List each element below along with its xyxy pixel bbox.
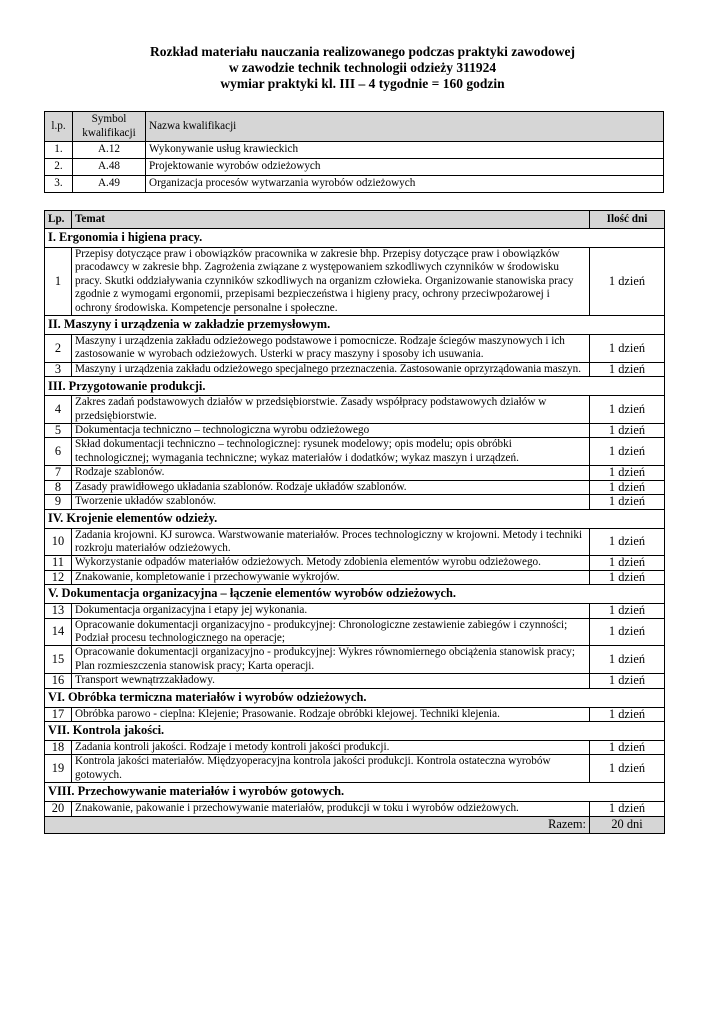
topic-days: 1 dzień	[590, 362, 665, 376]
topic-days: 1 dzień	[590, 570, 665, 584]
topic-days: 1 dzień	[590, 495, 665, 509]
qualification-lp: 3.	[45, 176, 73, 193]
topic-number: 18	[45, 740, 72, 754]
topic-days: 1 dzień	[590, 740, 665, 754]
header-symbol: Symbol kwalifikacji	[73, 112, 146, 142]
topic-number: 12	[45, 570, 72, 584]
section-row	[45, 783, 665, 802]
topic-number: 10	[45, 528, 72, 556]
topic-number: 5	[45, 424, 72, 438]
topic-days: 1 dzień	[590, 248, 665, 316]
topic-text: Skład dokumentacji techniczno – technologicznej: rysunek modelowy; opis modelu; opis obróbki technologicznej; wymagania techniczne; wykaz materiałów i dodatków; wykaz maszyn i urządzeń.	[72, 438, 590, 466]
total-value: 20 dni	[590, 816, 665, 833]
topic-number: 19	[45, 755, 72, 783]
topic-number: 6	[45, 438, 72, 466]
header-topic: Temat	[72, 211, 590, 229]
title-line-2: w zawodzie technik technologii odzieży 311924	[228, 60, 497, 75]
section-title: I. Ergonomia i higiena pracy.	[45, 229, 665, 248]
topic-days: 1 dzień	[590, 707, 665, 721]
topic-text: Maszyny i urządzenia zakładu odzieżowego podstawowe i pomocnicze. Rodzaje ściegów maszynowych i ich zastosowanie w wyrobach odzieżowych. Usterki w pracy maszyny i sposoby ich usuwania.	[72, 335, 590, 363]
topic-number: 9	[45, 495, 72, 509]
topic-row	[45, 755, 665, 783]
header-lp: l.p.	[45, 112, 73, 142]
topic-number: 2	[45, 335, 72, 363]
topic-text: Przepisy dotyczące praw i obowiązków pracownika w zakresie bhp. Przepisy dotyczące praw i obowiązków pracodawcy w zakresie bhp. Zagrożenia związane z występowaniem szkodliwych czynników w środowisku pracy. Skutki oddziaływania czynników szkodliwych na organizm człowieka. Organizowanie stanowiska pracy zgodnie z wymogami ergonomii, przepisami bezpieczeństwa i higieny pracy, ochrony przeciwpożarowej i ochrony środowiska. Kompetencje personalne i społeczne.	[72, 248, 590, 316]
topic-days: 1 dzień	[590, 604, 665, 618]
topic-days: 1 dzień	[590, 674, 665, 688]
topics-table	[44, 210, 665, 834]
section-title: IV. Krojenie elementów odzieży.	[45, 509, 665, 528]
topic-number: 1	[45, 248, 72, 316]
topic-text: Znakowanie, kompletowanie i przechowywanie wykrojów.	[72, 570, 590, 584]
section-title: VIII. Przechowywanie materiałów i wyrobów gotowych.	[45, 783, 665, 802]
section-row	[45, 316, 665, 335]
section-title: III. Przygotowanie produkcji.	[45, 377, 665, 396]
topic-text: Opracowanie dokumentacji organizacyjno - produkcyjnej: Wykres równomiernego obciążenia stanowisk pracy; Plan rozmieszczenia stanowisk pracy; Karta operacji.	[72, 646, 590, 674]
topic-row	[45, 335, 665, 363]
section-row	[45, 229, 665, 248]
qualification-row	[45, 159, 664, 176]
qualification-symbol: A.48	[73, 159, 146, 176]
topic-text: Zasady prawidłowego układania szablonów. Rodzaje układów szablonów.	[72, 480, 590, 494]
topic-text: Dokumentacja techniczno – technologiczna wyrobu odzieżowego	[72, 424, 590, 438]
topic-days: 1 dzień	[590, 618, 665, 646]
section-row	[45, 688, 665, 707]
section-title: II. Maszyny i urządzenia w zakładzie przemysłowym.	[45, 316, 665, 335]
topic-text: Wykorzystanie odpadów materiałów odzieżowych. Metody zdobienia elementów wyrobu odzieżowego.	[72, 556, 590, 570]
topic-text: Znakowanie, pakowanie i przechowywanie materiałów, produkcji w toku i wyrobów odzieżowych.	[72, 802, 590, 816]
section-title: VI. Obróbka termiczna materiałów i wyrobów odzieżowych.	[45, 688, 665, 707]
topic-row	[45, 646, 665, 674]
topic-row	[45, 740, 665, 754]
topic-number: 4	[45, 396, 72, 424]
topic-days: 1 dzień	[590, 466, 665, 480]
topic-number: 17	[45, 707, 72, 721]
qualification-name: Wykonywanie usług krawieckich	[146, 142, 664, 159]
topic-text: Maszyny i urządzenia zakładu odzieżowego specjalnego przeznaczenia. Zastosowanie oprzyrządowania maszyn.	[72, 362, 590, 376]
title-line-1: Rozkład materiału nauczania realizowanego podczas praktyki zawodowej	[150, 44, 575, 59]
document-title	[0, 44, 725, 92]
title-line-3: wymiar praktyki kl. III – 4 tygodnie = 160 godzin	[220, 76, 505, 91]
topic-row	[45, 438, 665, 466]
section-row	[45, 377, 665, 396]
topics-header-row	[45, 211, 665, 229]
qualification-lp: 2.	[45, 159, 73, 176]
header-days: Ilość dni	[590, 211, 665, 229]
topic-number: 11	[45, 556, 72, 570]
topic-row	[45, 556, 665, 570]
topic-days: 1 dzień	[590, 480, 665, 494]
topic-row	[45, 570, 665, 584]
qualification-name: Projektowanie wyrobów odzieżowych	[146, 159, 664, 176]
topic-text: Tworzenie układów szablonów.	[72, 495, 590, 509]
total-label: Razem:	[45, 816, 590, 833]
topic-days: 1 dzień	[590, 438, 665, 466]
topic-text: Transport wewnątrzzakładowy.	[72, 674, 590, 688]
topic-text: Zadania kontroli jakości. Rodzaje i metody kontroli jakości produkcji.	[72, 740, 590, 754]
section-title: VII. Kontrola jakości.	[45, 721, 665, 740]
topic-days: 1 dzień	[590, 802, 665, 816]
topic-row	[45, 480, 665, 494]
qualification-lp: 1.	[45, 142, 73, 159]
topic-row	[45, 424, 665, 438]
topic-days: 1 dzień	[590, 646, 665, 674]
qualifications-table	[44, 111, 664, 193]
header-lp: Lp.	[45, 211, 72, 229]
section-title: V. Dokumentacja organizacyjna – łączenie elementów wyrobów odzieżowych.	[45, 585, 665, 604]
topic-number: 20	[45, 802, 72, 816]
topic-text: Zakres zadań podstawowych działów w przedsiębiorstwie. Zasady współpracy podstawowych działów w przedsiębiorstwie.	[72, 396, 590, 424]
topic-days: 1 dzień	[590, 335, 665, 363]
topic-row	[45, 466, 665, 480]
topic-days: 1 dzień	[590, 755, 665, 783]
header-name: Nazwa kwalifikacji	[146, 112, 664, 142]
topic-row	[45, 495, 665, 509]
qualification-symbol: A.49	[73, 176, 146, 193]
topic-number: 15	[45, 646, 72, 674]
qualification-row	[45, 176, 664, 193]
topic-number: 3	[45, 362, 72, 376]
topic-row	[45, 604, 665, 618]
topic-row	[45, 707, 665, 721]
section-row	[45, 585, 665, 604]
topic-days: 1 dzień	[590, 424, 665, 438]
section-row	[45, 509, 665, 528]
topic-row	[45, 248, 665, 316]
topic-number: 8	[45, 480, 72, 494]
topic-row	[45, 396, 665, 424]
topic-text: Opracowanie dokumentacji organizacyjno - produkcyjnej: Chronologiczne zestawienie zabiegów i czynności; Podział procesu technologicznego na operacje;	[72, 618, 590, 646]
topic-text: Zadania krojowni. KJ surowca. Warstwowanie materiałów. Proces technologiczny w krojowni. Metody i techniki rozkroju materiałów odzieżowych.	[72, 528, 590, 556]
total-row	[45, 816, 665, 833]
topic-days: 1 dzień	[590, 556, 665, 570]
topic-row	[45, 618, 665, 646]
topic-days: 1 dzień	[590, 528, 665, 556]
topic-text: Rodzaje szablonów.	[72, 466, 590, 480]
topic-text: Dokumentacja organizacyjna i etapy jej wykonania.	[72, 604, 590, 618]
qualifications-header-row	[45, 112, 664, 142]
topic-days: 1 dzień	[590, 396, 665, 424]
topic-number: 13	[45, 604, 72, 618]
section-row	[45, 721, 665, 740]
qualification-name: Organizacja procesów wytwarzania wyrobów odzieżowych	[146, 176, 664, 193]
topic-number: 7	[45, 466, 72, 480]
topic-number: 14	[45, 618, 72, 646]
topic-row	[45, 528, 665, 556]
topic-text: Obróbka parowo - cieplna: Klejenie; Prasowanie. Rodzaje obróbki klejowej. Techniki klejenia.	[72, 707, 590, 721]
qualification-row	[45, 142, 664, 159]
topic-number: 16	[45, 674, 72, 688]
topic-row	[45, 802, 665, 816]
topic-row	[45, 674, 665, 688]
topic-text: Kontrola jakości materiałów. Międzyoperacyjna kontrola jakości produkcji. Kontrola ostateczna wyrobów gotowych.	[72, 755, 590, 783]
qualification-symbol: A.12	[73, 142, 146, 159]
topic-row	[45, 362, 665, 376]
